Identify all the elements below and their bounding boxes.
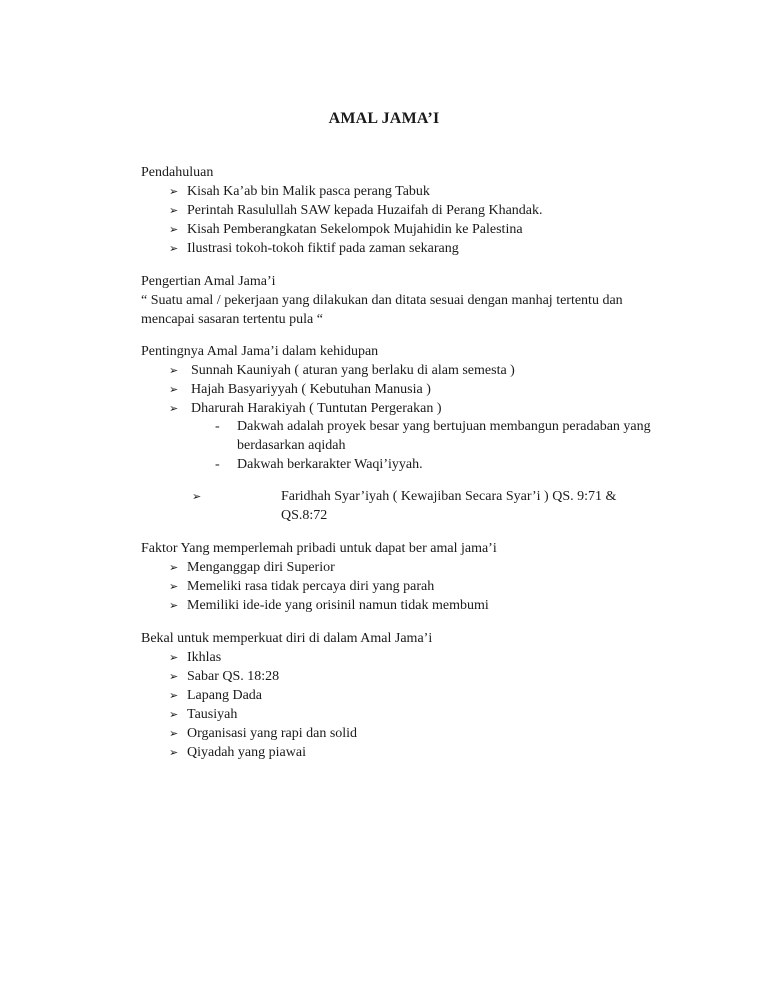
list-item: ➢ Dharurah Harakiyah ( Tuntutan Pergerakan ) <box>169 401 442 416</box>
arrowhead-bullet-icon: ➢ <box>169 185 179 198</box>
list-item: ➢ Memiliki ide-ide yang orisinil namun tidak membumi <box>169 598 489 613</box>
arrowhead-bullet-icon: ➢ <box>192 490 202 503</box>
arrowhead-bullet-icon: ➢ <box>169 689 179 702</box>
list-item: ➢ Faridhah Syar’iyah ( Kewajiban Secara Syar’i ) QS. 9:71 & QS.8:72 <box>192 489 617 523</box>
list-item: ➢ Sabar QS. 18:28 <box>169 669 280 684</box>
sub-list-item: - Dakwah adalah proyek besar yang bertujuan membangun peradaban yang berdasarkan aqidah <box>215 419 651 453</box>
arrowhead-bullet-icon: ➢ <box>169 364 179 377</box>
definition-paragraph: “ Suatu amal / pekerjaan yang dilakukan dan ditata sesuai dengan manhaj tertentu dan mencapai sasaran tertentu pula “ <box>141 293 623 327</box>
list-item: ➢ Kisah Ka’ab bin Malik pasca perang Tabuk <box>169 184 430 199</box>
section-heading: Pendahuluan <box>141 165 214 180</box>
section-pendahuluan <box>141 163 681 258</box>
list-item: ➢ Ilustrasi tokoh-tokoh fiktif pada zaman sekarang <box>169 241 459 256</box>
dash-marker: - <box>215 419 220 434</box>
sub-list <box>214 417 664 474</box>
arrowhead-bullet-icon: ➢ <box>169 223 179 236</box>
arrowhead-bullet-icon: ➢ <box>169 708 179 721</box>
list-item: ➢ Qiyadah yang piawai <box>169 745 306 760</box>
section-pengertian <box>141 272 681 329</box>
list-item: ➢ Kisah Pemberangkatan Sekelompok Mujahidin ke Palestina <box>169 222 523 237</box>
sub-list-item: - Dakwah berkarakter Waqi’iyyah. <box>215 457 423 472</box>
section-bekal <box>141 629 681 762</box>
arrowhead-bullet-icon: ➢ <box>169 402 179 415</box>
document-title: AMAL JAMA’I <box>328 110 440 127</box>
arrowhead-bullet-icon: ➢ <box>169 727 179 740</box>
section-pentingnya <box>141 342 681 418</box>
list-item: ➢ Sunnah Kauniyah ( aturan yang berlaku di alam semesta ) <box>169 363 515 378</box>
arrowhead-bullet-icon: ➢ <box>169 599 179 612</box>
bullet-list <box>141 361 681 418</box>
list-item: ➢ Tausiyah <box>169 707 238 722</box>
list-item: ➢ Organisasi yang rapi dan solid <box>169 726 358 741</box>
list-item: ➢ Ikhlas <box>169 650 222 665</box>
bullet-list <box>141 648 681 762</box>
arrowhead-bullet-icon: ➢ <box>169 383 179 396</box>
list-item: ➢ Menganggap diri Superior <box>169 560 335 575</box>
arrowhead-bullet-icon: ➢ <box>169 204 179 217</box>
list-item: ➢ Lapang Dada <box>169 688 263 703</box>
dash-marker: - <box>215 457 220 472</box>
bullet-list <box>141 558 681 615</box>
arrowhead-bullet-icon: ➢ <box>169 651 179 664</box>
section-heading: Faktor Yang memperlemah pribadi untuk dapat ber amal jama’i <box>141 541 497 556</box>
section-heading: Pentingnya Amal Jama’i dalam kehidupan <box>141 344 379 359</box>
section-faktor <box>141 539 681 615</box>
section-heading: Bekal untuk memperkuat diri di dalam Amal Jama’i <box>141 631 433 646</box>
arrowhead-bullet-icon: ➢ <box>169 580 179 593</box>
arrowhead-bullet-icon: ➢ <box>169 242 179 255</box>
section-heading: Pengertian Amal Jama’i <box>141 274 276 289</box>
arrowhead-bullet-icon: ➢ <box>169 670 179 683</box>
list-item: ➢ Memeliki rasa tidak percaya diri yang parah <box>169 579 435 594</box>
bullet-list <box>141 182 681 258</box>
arrowhead-bullet-icon: ➢ <box>169 746 179 759</box>
arrowhead-bullet-icon: ➢ <box>169 561 179 574</box>
list-item: ➢ Perintah Rasulullah SAW kepada Huzaifah di Perang Khandak. <box>169 203 543 218</box>
list-item: ➢ Hajah Basyariyyah ( Kebutuhan Manusia ) <box>169 382 431 397</box>
